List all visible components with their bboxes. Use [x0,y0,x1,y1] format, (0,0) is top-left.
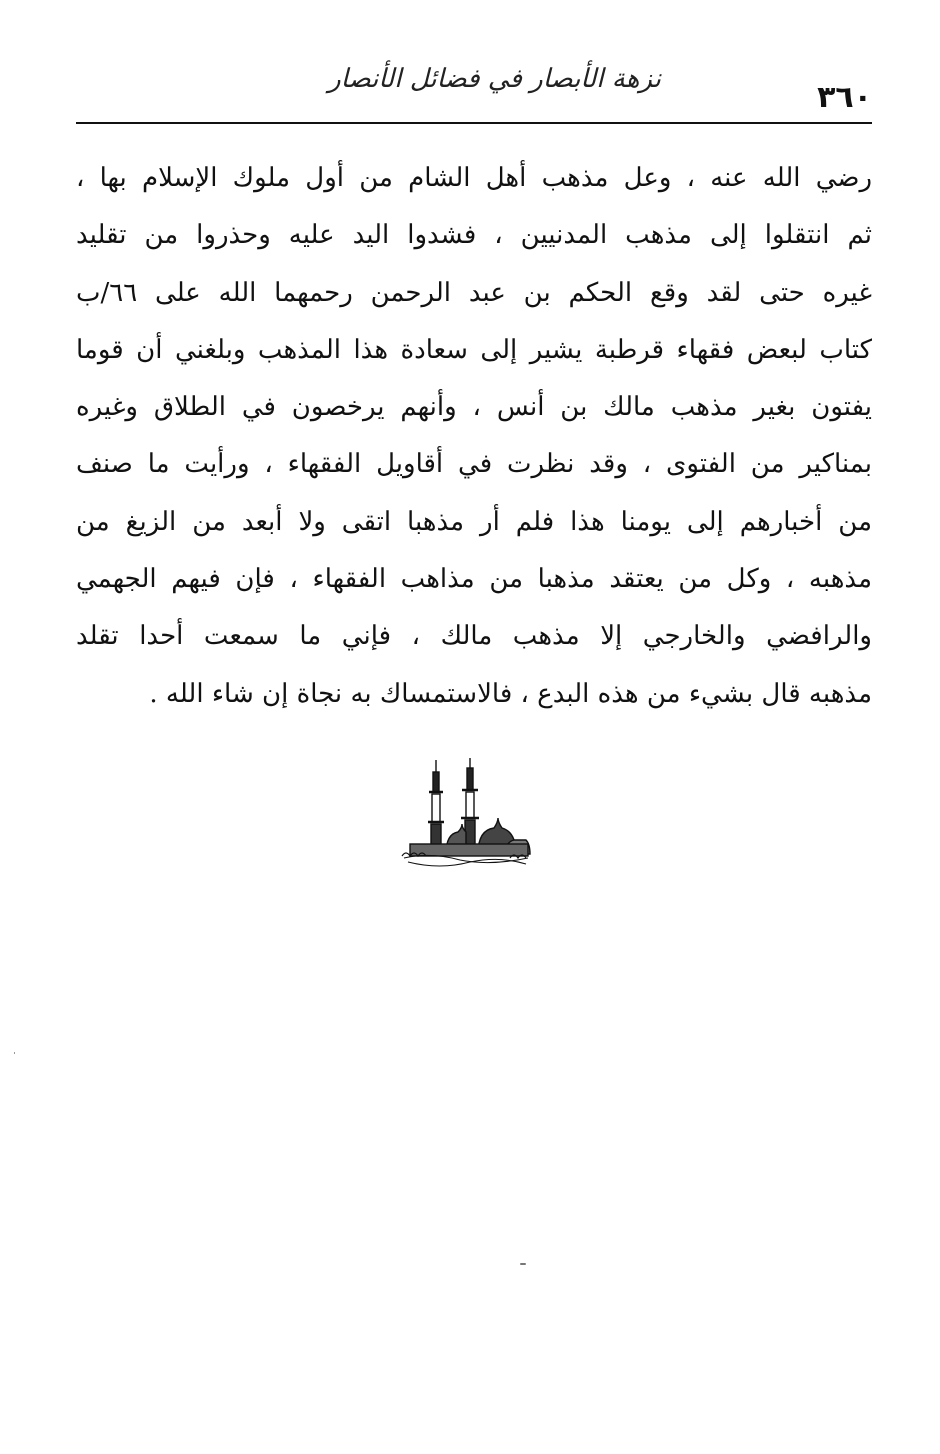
text-line: مذهبه قال بشيء من هذه البدع ، فالاستمساك به نجاة إن شاء الله . [149,678,872,709]
scan-speck [14,1052,15,1054]
page-number: ٣٦٠ [817,80,872,115]
running-header [76,62,872,122]
text-line: بمناكير من الفتوى ، وقد نظرت في أقاويل الفقهاء ، ورأيت ما صنف [76,449,872,480]
text-line: يفتون بغير مذهب مالك بن أنس ، وأنهم يرخصون في الطلاق وغيره [76,392,872,423]
mosque-ornament-icon [400,758,534,870]
text-line: والرافضي والخارجي إلا مذهب مالك ، فإني ما سمعت أحدا تقلد [76,621,872,652]
book-title: نزهة الأبصار في فضائل الأنصار [328,64,661,94]
text-line: مذهبه ، وكل من يعتقد مذهبا من مذاهب الفقهاء ، فإن فيهم الجهمي [76,564,872,595]
text-line: ثم انتقلوا إلى مذهب المدنيين ، فشدوا اليد عليه وحذروا من تقليد [76,220,872,251]
scan-speck [520,1263,526,1265]
text-line: كتاب لبعض فقهاء قرطبة يشير إلى سعادة هذا المذهب وبلغني أن قوما [76,334,872,365]
text-line: من أخبارهم إلى يومنا هذا فلم أر مذهبا اتقى ولا أبعد من الزيغ من [76,506,872,537]
text-line: رضي الله عنه ، وعل مذهب أهل الشام من أول ملوك الإسلام بها ، [76,163,873,193]
header-rule [76,122,872,124]
text-line: غيره حتى لقد وقع الحكم بن عبد الرحمن رحمهما الله على ٦٦/ب [76,277,872,308]
body-text [76,150,872,723]
